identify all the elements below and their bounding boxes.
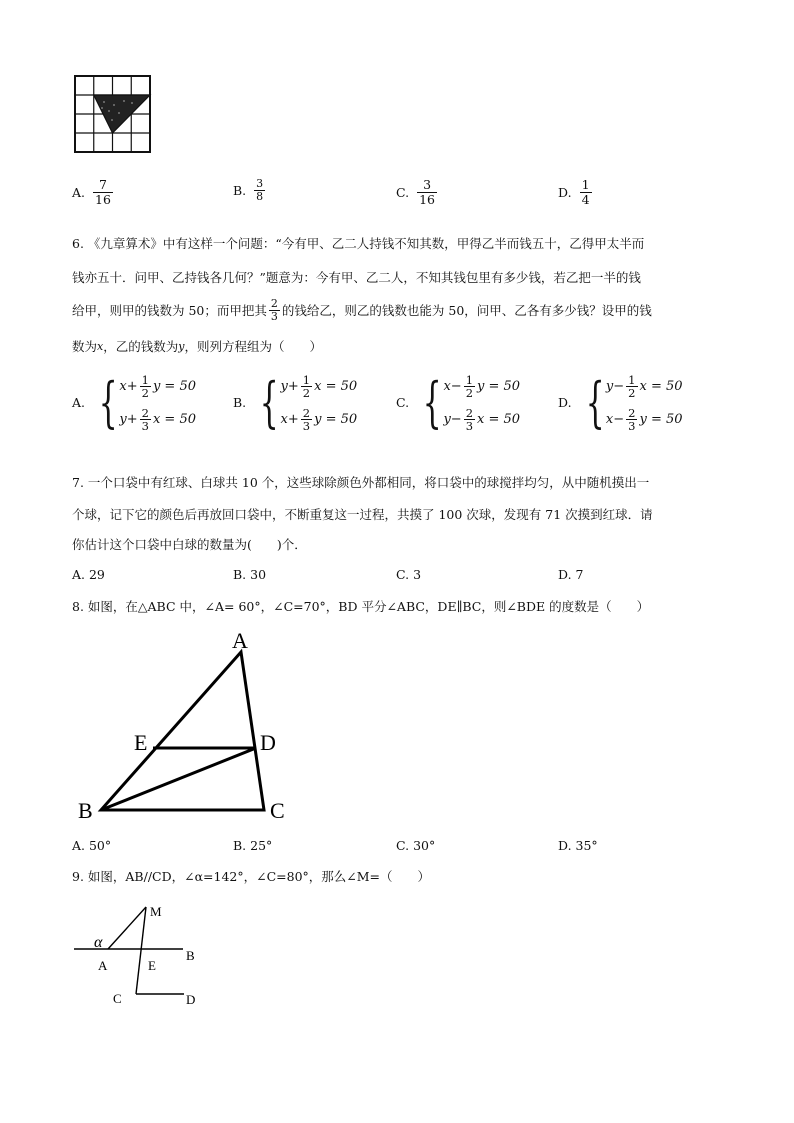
point-label-b: B [78, 798, 93, 823]
q6-option-b[interactable] [233, 371, 358, 434]
q6-stem-line4: 数为x，乙的钱数为y，则列方程组为（ ） [72, 339, 322, 354]
equation-2: y− $\frac{2}{3}$ x = 50 [443, 406, 521, 433]
option-label: D. [558, 395, 572, 410]
option-label: B. [233, 395, 247, 410]
equation-2: x+ $\frac{2}{3}$ y = 50 [280, 406, 358, 433]
q7-stem-line1: 7. 一个口袋中有红球、白球共 10 个，这些球除颜色外都相同，将口袋中的球搅拌均匀，从中随机摸出一 [72, 475, 650, 490]
equation-2: y+ $\frac{2}{3}$ x = 50 [119, 406, 196, 433]
q5-option-b[interactable] [233, 178, 265, 203]
angle-alpha-label: α [94, 934, 103, 951]
fraction: $\frac{1}{4}$ [581, 177, 590, 207]
q5-grid-figure [74, 75, 152, 154]
equation-1: x− $\frac{1}{2}$ y = 50 [443, 373, 521, 400]
point-label-a: A [98, 958, 108, 973]
q8-option-d[interactable]: D. 35° [558, 838, 598, 853]
q5-option-d[interactable] [558, 178, 592, 207]
q9-stem: 9. 如图，AB//CD，∠α=142°，∠C=80°，那么∠M=（ ） [72, 869, 431, 884]
equation-system [606, 374, 683, 432]
equation-2: x− $\frac{2}{3}$ y = 50 [605, 406, 683, 433]
option-label: D. [558, 184, 572, 200]
point-label-e: E [148, 958, 156, 973]
q7-stem-line2: 个球，记下它的颜色后再放回口袋中，不断重复这一过程，共摸了 100 次球，发现有 71 次摸到红球．请 [72, 507, 653, 522]
q8-option-c[interactable]: C. 30° [396, 838, 436, 853]
point-label-a: A [232, 628, 248, 653]
q6-option-d[interactable] [558, 371, 683, 434]
point-label-m: M [150, 904, 162, 919]
brace: { [422, 371, 442, 434]
fraction: $\frac{7}{16}$ [95, 177, 111, 207]
q7-option-d[interactable]: D. 7 [558, 567, 584, 582]
point-label-c: C [113, 991, 122, 1006]
option-label: A. [72, 395, 86, 410]
q6-stem-line2: 钱亦五十．问甲、乙持钱各几何？”题意为：今有甲、乙二人，不知其钱包里有多少钱，若乙把一半的钱 [72, 270, 641, 285]
q6-option-c[interactable] [396, 371, 521, 434]
q7-option-a[interactable]: A. 29 [72, 567, 105, 582]
q8-triangle-figure [70, 622, 310, 832]
q7-stem-line3: 你估计这个口袋中白球的数量为( )个． [72, 537, 307, 552]
point-label-b: B [186, 948, 195, 963]
point-label-c: C [270, 798, 285, 823]
option-label: A. [72, 184, 86, 200]
equation-system [119, 374, 196, 432]
option-label: C. [396, 395, 410, 410]
q8-option-a[interactable]: A. 50° [72, 838, 112, 853]
fraction: $\frac{3}{16}$ [419, 177, 435, 207]
brace: { [98, 371, 118, 434]
q6-stem-line1: 6. 《九章算术》中有这样一个问题：“今有甲、乙二人持钱不知其数，甲得乙半而钱五十，乙得甲太半而 [72, 236, 645, 251]
q7-option-b[interactable]: B. 30 [233, 567, 267, 582]
q5-option-c[interactable] [396, 178, 437, 207]
option-label: B. [233, 182, 247, 198]
option-label: C. [396, 184, 410, 200]
q5-option-a[interactable] [72, 178, 113, 207]
point-label-d: D [186, 992, 196, 1007]
equation-1: y− $\frac{1}{2}$ x = 50 [605, 373, 683, 400]
q6-option-a[interactable] [72, 371, 196, 434]
point-label-d: D [260, 730, 276, 755]
brace: { [585, 371, 605, 434]
fraction: $\frac{3}{8}$ [256, 177, 264, 203]
q8-stem: 8. 如图，在△ABC 中，∠A= 60°，∠C=70°，BD 平分∠ABC，DE∥BC，则∠BDE 的度数是（ ） [72, 599, 650, 614]
q7-option-c[interactable]: C. 3 [396, 567, 422, 582]
fraction: $\frac{2}{3}$ [270, 297, 278, 323]
q9-parallel-lines-figure [70, 898, 220, 1010]
point-label-e: E [134, 730, 148, 755]
equation-1: x+ $\frac{1}{2}$ y = 50 [119, 373, 196, 400]
q8-option-b[interactable]: B. 25° [233, 838, 273, 853]
brace: { [259, 371, 279, 434]
equation-system [281, 374, 358, 432]
equation-system [443, 374, 520, 432]
equation-1: y+ $\frac{1}{2}$ x = 50 [280, 373, 358, 400]
q6-stem-line3: 给甲，则甲的钱数为 50；而甲把其 $\frac{2}{3}$ 的钱给乙，则乙的钱数也能为 50，问甲、乙各有多少钱？设甲的钱 [72, 297, 652, 323]
